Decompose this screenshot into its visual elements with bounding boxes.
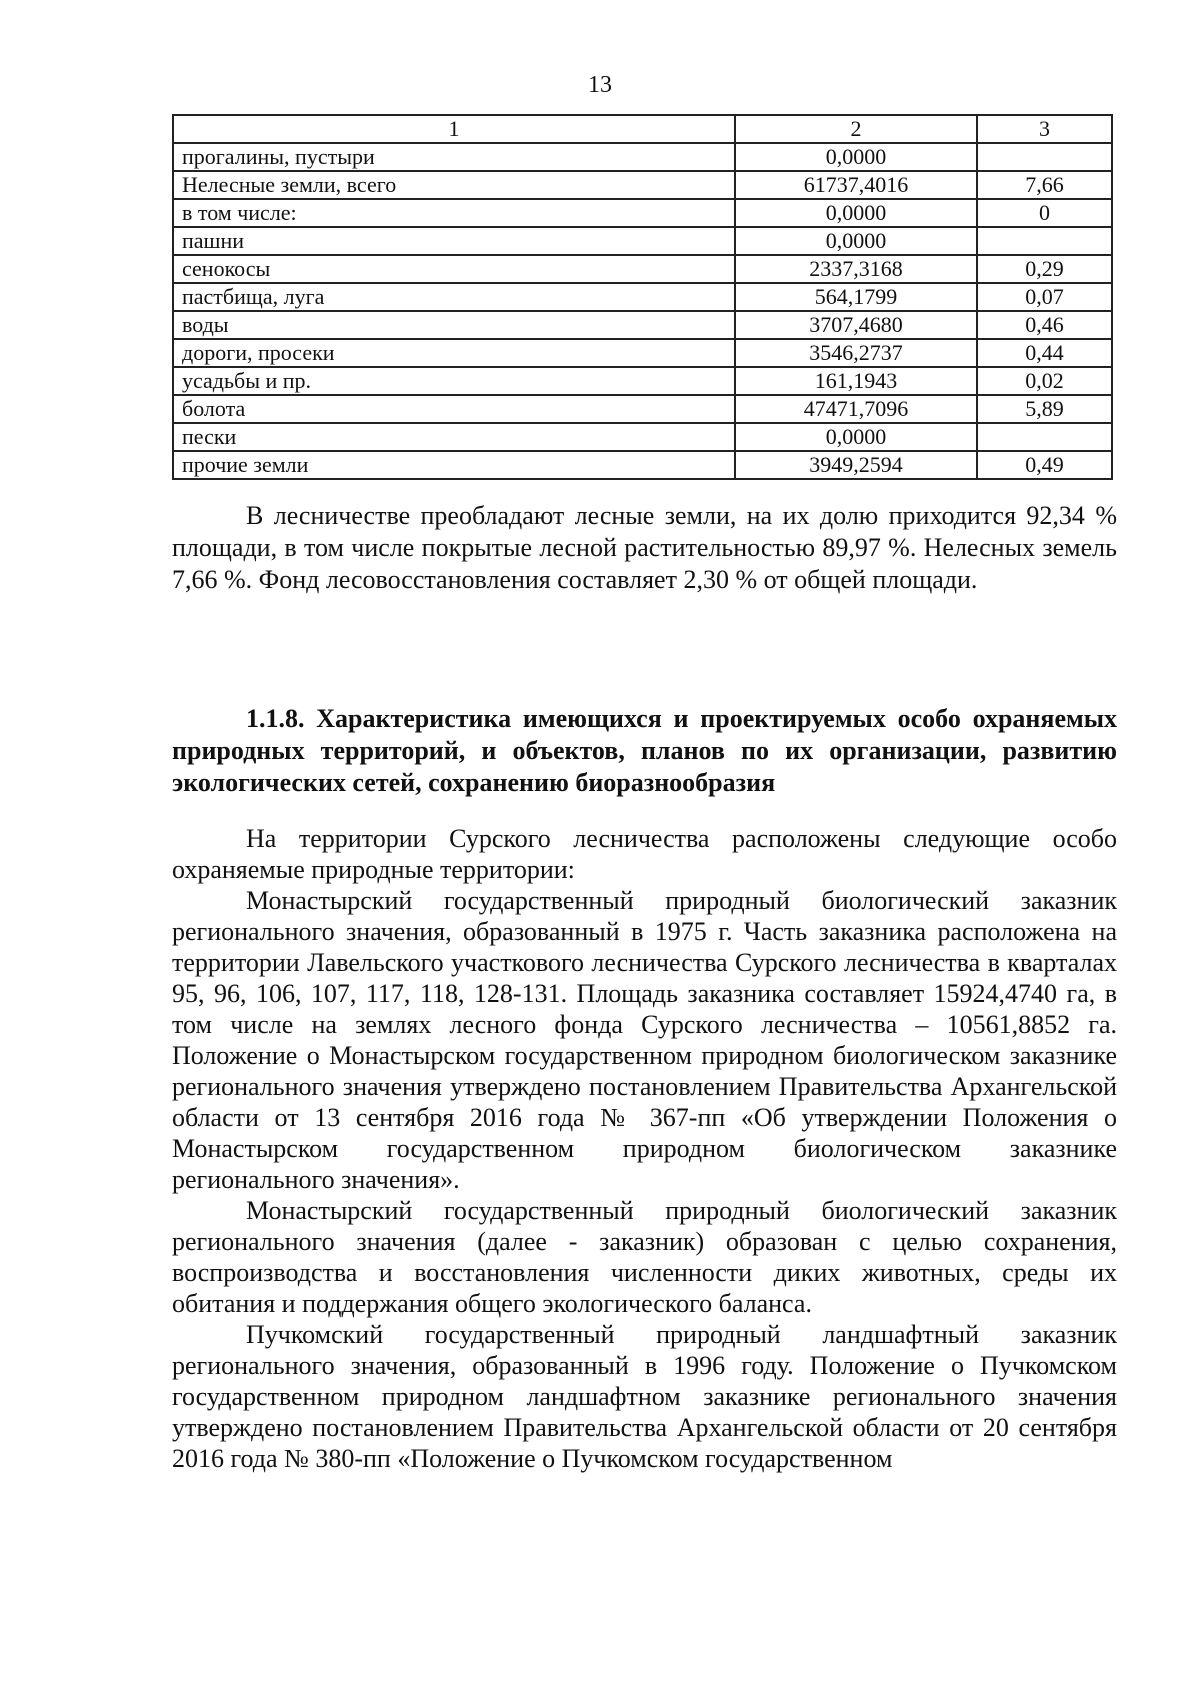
row-area-cell: 161,1943 xyxy=(735,367,977,395)
row-name-cell: в том числе: xyxy=(173,199,735,227)
body-paragraph: Монастырский государственный природный биологический заказник регионального значения, образованный в 1975 г. Часть заказника расположена на территории Лавельского участкового лесничества Сурского лесничества в кварталах 95, 96, 106, 107, 117, 118, 128-131. Площадь заказника составляет 15924,4740 га, в том числе на землях лесного фонда Сурского лесничества – 10561,8852 га. Положение о Монастырском государственном природном биологическом заказнике регионального значения утверждено постановлением Правительства Архангельской области от 13 сентября 2016 года № 367-пп «Об утверждении Положения о Монастырском государственном природном биологическом заказнике регионального значения». xyxy=(172,886,1117,1194)
summary-paragraph: В лесничестве преобладают лесные земли, на их долю приходится 92,34 % площади, в том числе покрытые лесной растительностью 89,97 %. Нелесных земель 7,66 %. Фонд лесовосстановления составляет 2,30 % от общей площади. xyxy=(172,501,1117,594)
table-row xyxy=(173,171,1112,199)
row-area-cell: 61737,4016 xyxy=(735,171,977,199)
row-name-cell: воды xyxy=(173,311,735,339)
row-percent-cell xyxy=(977,227,1112,255)
row-percent-cell xyxy=(977,143,1112,171)
row-name-cell: пашни xyxy=(173,227,735,255)
table-row xyxy=(173,395,1112,423)
row-area-cell: 3707,4680 xyxy=(735,311,977,339)
table-row xyxy=(173,227,1112,255)
row-percent-cell: 0,44 xyxy=(977,339,1112,367)
row-area-cell: 0,0000 xyxy=(735,423,977,451)
table-header-row xyxy=(173,115,1112,143)
table-row xyxy=(173,283,1112,311)
row-name-cell: сенокосы xyxy=(173,255,735,283)
table-row xyxy=(173,423,1112,451)
row-area-cell: 0,0000 xyxy=(735,199,977,227)
row-area-cell: 564,1799 xyxy=(735,283,977,311)
summary-block xyxy=(172,500,1117,596)
row-name-cell: Нелесные земли, всего xyxy=(173,171,735,199)
row-area-cell: 0,0000 xyxy=(735,143,977,171)
row-percent-cell: 7,66 xyxy=(977,171,1112,199)
row-percent-cell: 0,02 xyxy=(977,367,1112,395)
table-row xyxy=(173,339,1112,367)
table-row xyxy=(173,451,1112,479)
row-percent-cell: 0,29 xyxy=(977,255,1112,283)
body-paragraph: Монастырский государственный природный биологический заказник регионального значения (далее - заказник) образован с целью сохранения, воспроизводства и восстановления численности диких животных, среды их обитания и поддержания общего экологического баланса. xyxy=(172,1196,1117,1318)
header-col-1: 1 xyxy=(173,115,735,143)
row-name-cell: пастбища, луга xyxy=(173,283,735,311)
table-row xyxy=(173,255,1112,283)
table-row xyxy=(173,311,1112,339)
row-name-cell: прочие земли xyxy=(173,451,735,479)
body-paragraph: На территории Сурского лесничества расположены следующие особо охраняемые природные территории: xyxy=(172,824,1117,884)
table-row xyxy=(173,367,1112,395)
header-col-2: 2 xyxy=(735,115,977,143)
row-percent-cell xyxy=(977,423,1112,451)
row-percent-cell: 5,89 xyxy=(977,395,1112,423)
row-percent-cell: 0,07 xyxy=(977,283,1112,311)
row-area-cell: 2337,3168 xyxy=(735,255,977,283)
header-col-3: 3 xyxy=(977,115,1112,143)
row-percent-cell: 0,49 xyxy=(977,451,1112,479)
row-name-cell: усадьбы и пр. xyxy=(173,367,735,395)
body-text xyxy=(172,823,1117,1474)
row-name-cell: пески xyxy=(173,423,735,451)
row-area-cell: 0,0000 xyxy=(735,227,977,255)
body-paragraph: Пучкомский государственный природный ландшафтный заказник регионального значения, образованный в 1996 году. Положение о Пучкомском государственном природном ландшафтном заказнике регионального значения утверждено постановлением Правительства Архангельской области от 20 сентября 2016 года № 380-пп «Положение о Пучкомском государственном xyxy=(172,1320,1117,1473)
row-percent-cell: 0 xyxy=(977,199,1112,227)
row-percent-cell: 0,46 xyxy=(977,311,1112,339)
row-area-cell: 47471,7096 xyxy=(735,395,977,423)
row-area-cell: 3949,2594 xyxy=(735,451,977,479)
row-area-cell: 3546,2737 xyxy=(735,339,977,367)
page-number: 13 xyxy=(588,72,612,98)
land-category-table xyxy=(172,114,1113,480)
row-name-cell: болота xyxy=(173,395,735,423)
table-row xyxy=(173,143,1112,171)
row-name-cell: прогалины, пустыри xyxy=(173,143,735,171)
row-name-cell: дороги, просеки xyxy=(173,339,735,367)
section-heading: 1.1.8. Характеристика имеющихся и проектируемых особо охраняемых природных территорий, и объектов, планов по их организации, развитию экологических сетей, сохранению биоразнообразия xyxy=(172,704,1117,797)
table-row xyxy=(173,199,1112,227)
